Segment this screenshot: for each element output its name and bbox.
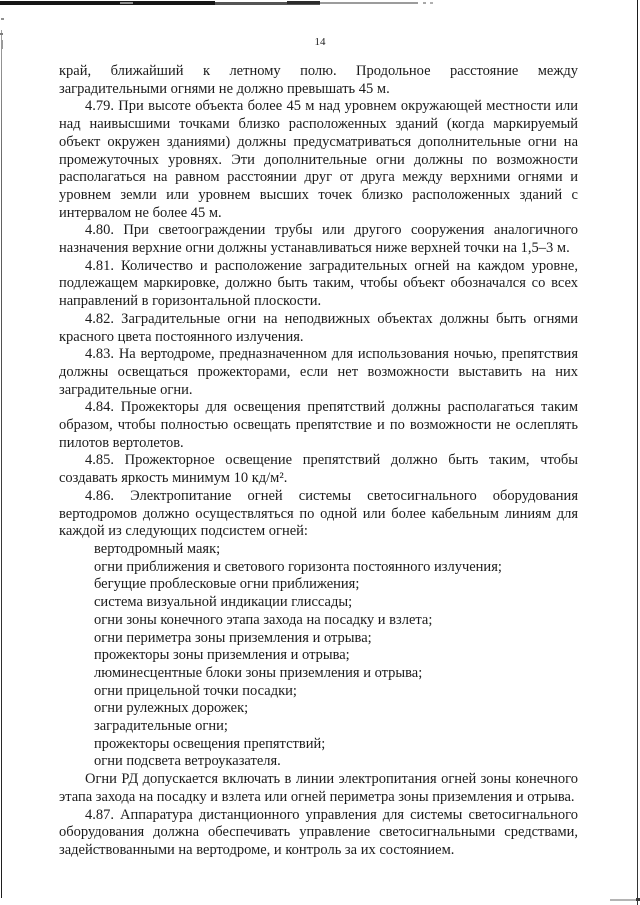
paragraph: 4.84. Прожекторы для освещения препятствий должны располагаться таким образом, чтобы полностью освещать препятствие и по возможности не ослеплять пилотов вертолетов. [59, 399, 578, 451]
scan-artifact-dot [430, 2, 433, 4]
scan-artifact-bottom-right [610, 899, 636, 901]
paragraph: Огни РД допускается включать в линии электропитания огней зоны конечного этапа захода на посадку и взлета или огней периметра зоны приземления и отрыва. [59, 771, 578, 805]
paragraph: 4.83. На вертодроме, предназначенном для использования ночью, препятствия должны освещаться прожекторами, если нет возможности выставить на них заградительные огни. [59, 346, 578, 398]
scan-artifact-speck [0, 33, 3, 35]
scan-artifact-segment [320, 2, 418, 4]
paragraph: 4.80. При светоограждении трубы или другого сооружения аналогичного назначения верхние огни должны устанавливаться ниже верхней точки на 1,5–3 м. [59, 222, 578, 257]
paragraph: 4.81. Количество и расположение заградительных огней на каждом уровне, подлежащем маркировке, должно быть таким, чтобы объект обозначался со всех направлений в горизонтальной плоскости. [59, 257, 578, 310]
paragraph: огни рулежных дорожек; [94, 700, 249, 717]
paragraph: 4.86. Электропитание огней системы светосигнального оборудования вертодромов должно осуществляться по одной или более кабельным линиям для каждой из следующих подсистем огней: [59, 487, 578, 540]
paragraph: бегущие проблесковые огни приближения; [94, 576, 360, 593]
paragraph: 4.87. Аппаратура дистанционного управления для системы светосигнального оборудования должна обеспечивать управление светосигнальными средствами, задействованными на вертодроме, и контроль за их состоянием. [59, 806, 578, 858]
paragraph: люминесцентные блоки зоны приземления и отрыва; [94, 664, 423, 681]
scan-artifact-right-edge [637, 0, 639, 905]
paragraph: 4.85. Прожекторное освещение препятствий должно быть таким, чтобы создавать яркость минимум 10 кд/м². [59, 452, 578, 487]
scan-artifact-bottom-right [636, 898, 640, 902]
paragraph: огни приближения и светового горизонта постоянного излучения; [94, 558, 502, 575]
scan-artifact-dot [423, 2, 426, 4]
paragraph: 4.82. Заградительные огни на неподвижных объектах должны быть огнями красного цвета постоянного излучения. [59, 310, 578, 345]
page-number: 14 [314, 36, 326, 48]
paragraph: огни подсвета ветроуказателя. [94, 753, 281, 770]
paragraph: огни прицельной точки посадки; [94, 682, 297, 699]
paragraph: 4.79. При высоте объекта более 45 м над уровнем окружающей местности или над наивысшими точками близко расположенных зданий (когда маркируемый объект окружен зданиями) должны предусматриваться дополнительные огни на промежуточных уровнях. Эти дополнительные огни должны по возможности располагаться на равном расстоянии друг от друга между верхними огнями и уровнем земли или уровнем высших точек близко расположенных зданий с интервалом не более 45 м. [59, 98, 578, 221]
scan-artifact-segment [287, 1, 320, 4]
scan-artifact-speck [1, 18, 4, 20]
scan-artifact-segment [120, 2, 133, 5]
paragraph: система визуальной индикации глиссады; [94, 594, 353, 611]
paragraph: огни периметра зоны приземления и отрыва; [94, 629, 372, 646]
scan-artifact-top-edge [0, 0, 640, 6]
paragraph: прожекторы зоны приземления и отрыва; [94, 647, 350, 664]
paragraph: прожекторы освещения препятствий; [94, 735, 326, 752]
paragraph: огни зоны конечного этапа захода на посадку и взлета; [94, 611, 433, 628]
paragraph: вертодромный маяк; [94, 540, 221, 557]
scan-artifact-segment [0, 1, 215, 5]
paragraph: заградительные огни; [94, 718, 228, 735]
scan-artifact-left-edge [1, 30, 3, 898]
document-body [59, 63, 578, 860]
paragraph: край, ближайший к летному полю. Продольное расстояние между заградительными огнями не должно превышать 45 м. [59, 63, 578, 97]
